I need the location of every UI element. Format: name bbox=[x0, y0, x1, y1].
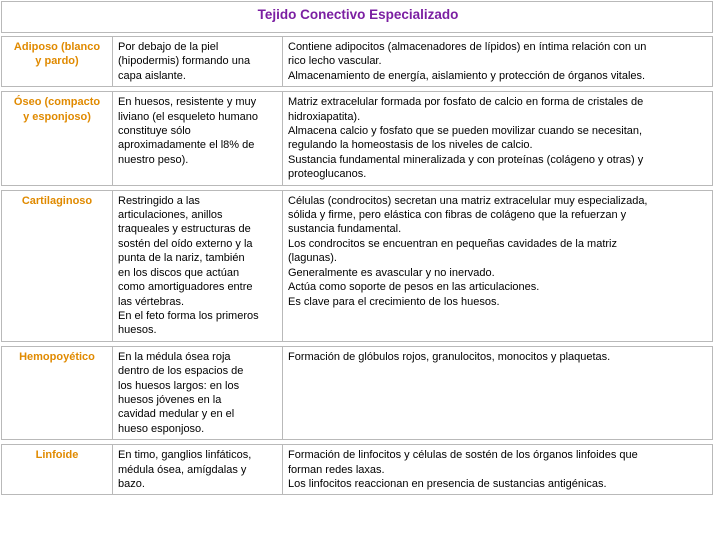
page-title: Tejido Conectivo Especializado bbox=[1, 1, 713, 33]
table-row bbox=[1, 91, 713, 185]
location-cell-line: huesos jóvenes en la bbox=[118, 393, 222, 406]
tissue-name-cell bbox=[1, 190, 113, 342]
function-cell-line: Es clave para el crecimiento de los huesos. bbox=[288, 295, 500, 308]
function-cell bbox=[283, 190, 713, 342]
function-cell-line: sustancia fundamental. bbox=[288, 223, 402, 236]
function-cell-line: (lagunas). bbox=[288, 252, 337, 265]
location-cell-line: punta de la nariz, también bbox=[118, 252, 245, 265]
function-cell-line: Almacenamiento de energía, aislamiento y protección de órganos vitales. bbox=[288, 69, 646, 82]
location-cell-line: capa aislante. bbox=[118, 69, 186, 82]
function-cell-line: hidroxiapatita). bbox=[288, 110, 361, 123]
location-cell-line: (hipodermis) formando una bbox=[118, 55, 251, 68]
table-row bbox=[1, 444, 713, 495]
location-cell-line: nuestro peso). bbox=[118, 153, 189, 166]
tissue-name-cell-line: Cartilaginoso bbox=[21, 194, 93, 207]
location-cell-line: En timo, ganglios linfáticos, bbox=[118, 449, 252, 462]
function-cell-line: Matriz extracelular formada por fosfato de calcio en forma de cristales de bbox=[288, 96, 644, 109]
function-cell-line: Formación de linfocitos y células de sostén de los órganos linfoides que bbox=[288, 449, 638, 462]
tissue-name-cell bbox=[1, 444, 113, 495]
tissue-name-cell-line: Adiposo (blanco bbox=[13, 41, 101, 53]
function-cell-line: Los linfocitos reaccionan en presencia de sustancias antigénicas. bbox=[288, 477, 607, 490]
location-cell-line: liviano (el esqueleto humano bbox=[118, 110, 259, 123]
function-cell-line: rico lecho vascular. bbox=[288, 55, 382, 68]
tissue-name-cell bbox=[1, 91, 113, 185]
location-cell bbox=[113, 444, 283, 495]
location-cell-line: huesos. bbox=[118, 324, 157, 337]
location-cell-line: sostén del oído externo y la bbox=[118, 237, 253, 250]
function-cell-line: Los condrocitos se encuentran en pequeñas cavidades de la matriz bbox=[288, 237, 617, 250]
function-cell-line: Almacena calcio y fosfato que se pueden movilizar cuando se necesitan, bbox=[288, 125, 643, 138]
tissue-name-cell bbox=[1, 346, 113, 440]
location-cell-line: los huesos largos: en los bbox=[118, 379, 240, 392]
function-cell-line: Contiene adipocitos (almacenadores de lípidos) en íntima relación con un bbox=[288, 41, 647, 53]
location-cell-line: hueso esponjoso. bbox=[118, 422, 205, 435]
tissue-name-cell-line: Hemopoyético bbox=[19, 350, 95, 363]
location-cell-line: Restringido a las bbox=[118, 194, 200, 207]
location-cell-line: dentro de los espacios de bbox=[118, 365, 244, 378]
function-cell bbox=[283, 91, 713, 185]
location-cell-line: En huesos, resistente y muy bbox=[118, 96, 257, 109]
function-cell-line: Formación de glóbulos rojos, granulocitos, monocitos y plaquetas. bbox=[288, 350, 611, 363]
function-cell-line: sólida y firme, pero elástica con fibras de colágeno que la refuerzan y bbox=[288, 209, 627, 222]
location-cell-line: Por debajo de la piel bbox=[118, 41, 219, 53]
table-row bbox=[1, 346, 713, 440]
location-cell-line: traqueales y estructuras de bbox=[118, 223, 251, 236]
location-cell bbox=[113, 346, 283, 440]
tissue-name-cell-line: y esponjoso) bbox=[23, 110, 91, 123]
location-cell-line: cavidad medular y en el bbox=[118, 408, 235, 421]
function-cell bbox=[283, 36, 713, 87]
function-cell-line: regulando la homeostasis de los niveles de calcio. bbox=[288, 139, 533, 152]
table-row bbox=[1, 36, 713, 87]
location-cell bbox=[113, 190, 283, 342]
location-cell-line: médula ósea, amígdalas y bbox=[118, 463, 247, 476]
location-cell-line: las vértebras. bbox=[118, 295, 185, 308]
connective-tissue-table bbox=[1, 32, 713, 499]
location-cell-line: En la médula ósea roja bbox=[118, 350, 231, 363]
location-cell-line: constituye sólo bbox=[118, 125, 191, 138]
function-cell-line: Generalmente es avascular y no inervado. bbox=[288, 266, 495, 279]
location-cell-line: En el feto forma los primeros bbox=[118, 309, 259, 322]
location-cell-line: en los discos que actúan bbox=[118, 266, 240, 279]
location-cell-line: articulaciones, anillos bbox=[118, 209, 223, 222]
location-cell-line: como amortiguadores entre bbox=[118, 281, 253, 294]
function-cell-line: proteoglucanos. bbox=[288, 168, 367, 181]
tissue-name-cell bbox=[1, 36, 113, 87]
function-cell-line: Sustancia fundamental mineralizada y con proteínas (colágeno y otras) y bbox=[288, 153, 644, 166]
tissue-name-cell-line: Óseo (compacto bbox=[13, 96, 101, 109]
location-cell bbox=[113, 36, 283, 87]
function-cell-line: Células (condrocitos) secretan una matriz extracelular muy especializada, bbox=[288, 194, 648, 207]
function-cell-line: Actúa como soporte de pesos en las articulaciones. bbox=[288, 281, 540, 294]
table-body bbox=[1, 36, 713, 495]
table-row bbox=[1, 190, 713, 342]
function-cell-line: forman redes laxas. bbox=[288, 463, 385, 476]
tissue-name-cell-line: Linfoide bbox=[35, 449, 79, 462]
location-cell-line: bazo. bbox=[118, 477, 145, 490]
function-cell bbox=[283, 444, 713, 495]
location-cell bbox=[113, 91, 283, 185]
location-cell-line: aproximadamente el l8% de bbox=[118, 139, 255, 152]
tissue-name-cell-line: y pardo) bbox=[35, 55, 79, 68]
function-cell bbox=[283, 346, 713, 440]
